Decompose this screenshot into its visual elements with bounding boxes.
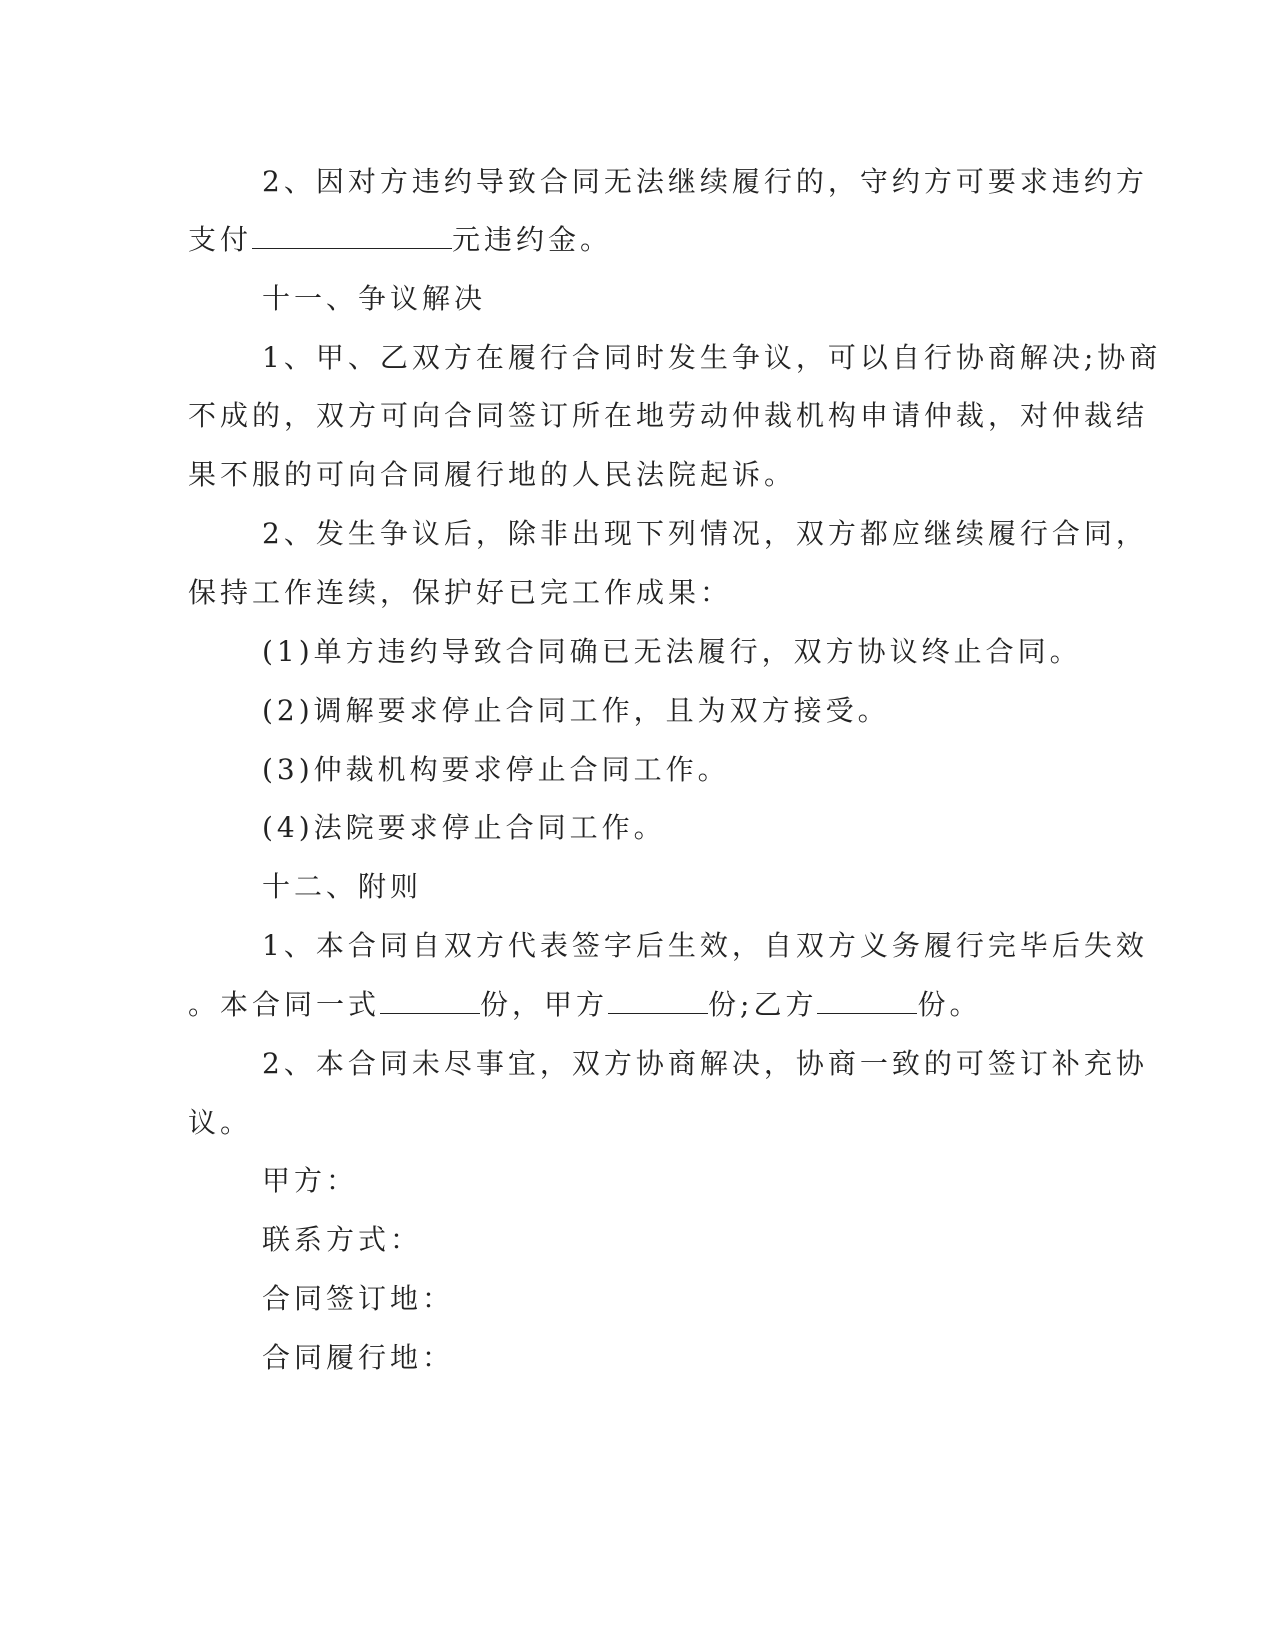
section-heading <box>262 279 1142 319</box>
fill-in-blank <box>817 985 917 1014</box>
signature-field <box>262 1279 1142 1319</box>
fill-in-blank <box>252 220 452 249</box>
list-item <box>262 632 1142 672</box>
text-line <box>188 573 1068 613</box>
text-line <box>188 220 1068 260</box>
signature-field <box>262 1338 1142 1378</box>
section-heading <box>262 867 1142 907</box>
text-line <box>188 396 1149 436</box>
text-line <box>188 985 1068 1025</box>
line-text: 份。 <box>917 988 982 1021</box>
text-line <box>188 455 1068 495</box>
line-text: (2)调解要求停止合同工作，且为双方接受。 <box>262 694 890 727</box>
list-item <box>262 750 1142 790</box>
line-text: 议。 <box>188 1106 253 1139</box>
list-item <box>262 691 1142 731</box>
line-text: 份;乙方 <box>708 988 818 1021</box>
signature-field <box>262 1220 1142 1260</box>
line-text: 元违约金。 <box>452 223 613 256</box>
signature-field <box>262 1161 1142 1201</box>
text-line <box>262 162 1148 202</box>
line-text: (1)单方违约导致合同确已无法履行，双方协议终止合同。 <box>262 635 1082 668</box>
line-text: (3)仲裁机构要求停止合同工作。 <box>262 753 730 786</box>
heading-text: 十一、争议解决 <box>262 282 487 315</box>
line-text: 1、本合同自双方代表签字后生效，自双方义务履行完毕后失效 <box>262 929 1148 962</box>
fill-in-blank <box>380 985 480 1014</box>
line-text: 份，甲方 <box>480 988 609 1021</box>
text-line <box>262 338 1162 378</box>
line-text: 不成的，双方可向合同签订所在地劳动仲裁机构申请仲裁，对仲裁结 <box>188 399 1149 432</box>
field-label: 联系方式： <box>262 1223 423 1256</box>
line-text: 2、本合同未尽事宜，双方协商解决，协商一致的可签订补充协 <box>262 1047 1148 1080</box>
text-line <box>188 1103 1068 1143</box>
line-text: 果不服的可向合同履行地的人民法院起诉。 <box>188 458 797 491</box>
list-item <box>262 808 1142 848</box>
text-line <box>262 514 1148 554</box>
text-line <box>262 926 1148 966</box>
line-text: 2、因对方违约导致合同无法继续履行的，守约方可要求违约方 <box>262 165 1148 198</box>
line-text: (4)法院要求停止合同工作。 <box>262 811 666 844</box>
line-text: 1、甲、乙双方在履行合同时发生争议，可以自行协商解决;协商 <box>262 341 1162 374</box>
line-text: 2、发生争议后，除非出现下列情况，双方都应继续履行合同， <box>262 517 1148 550</box>
line-text: 。本合同一式 <box>188 988 381 1021</box>
text-line <box>262 1044 1148 1084</box>
field-label: 合同履行地： <box>262 1341 455 1374</box>
fill-in-blank <box>608 985 708 1014</box>
field-label: 甲方： <box>262 1164 359 1197</box>
line-text: 保持工作连续，保护好已完工作成果： <box>188 576 733 609</box>
heading-text: 十二、附则 <box>262 870 423 903</box>
line-text: 支付 <box>188 223 253 256</box>
field-label: 合同签订地： <box>262 1282 455 1315</box>
